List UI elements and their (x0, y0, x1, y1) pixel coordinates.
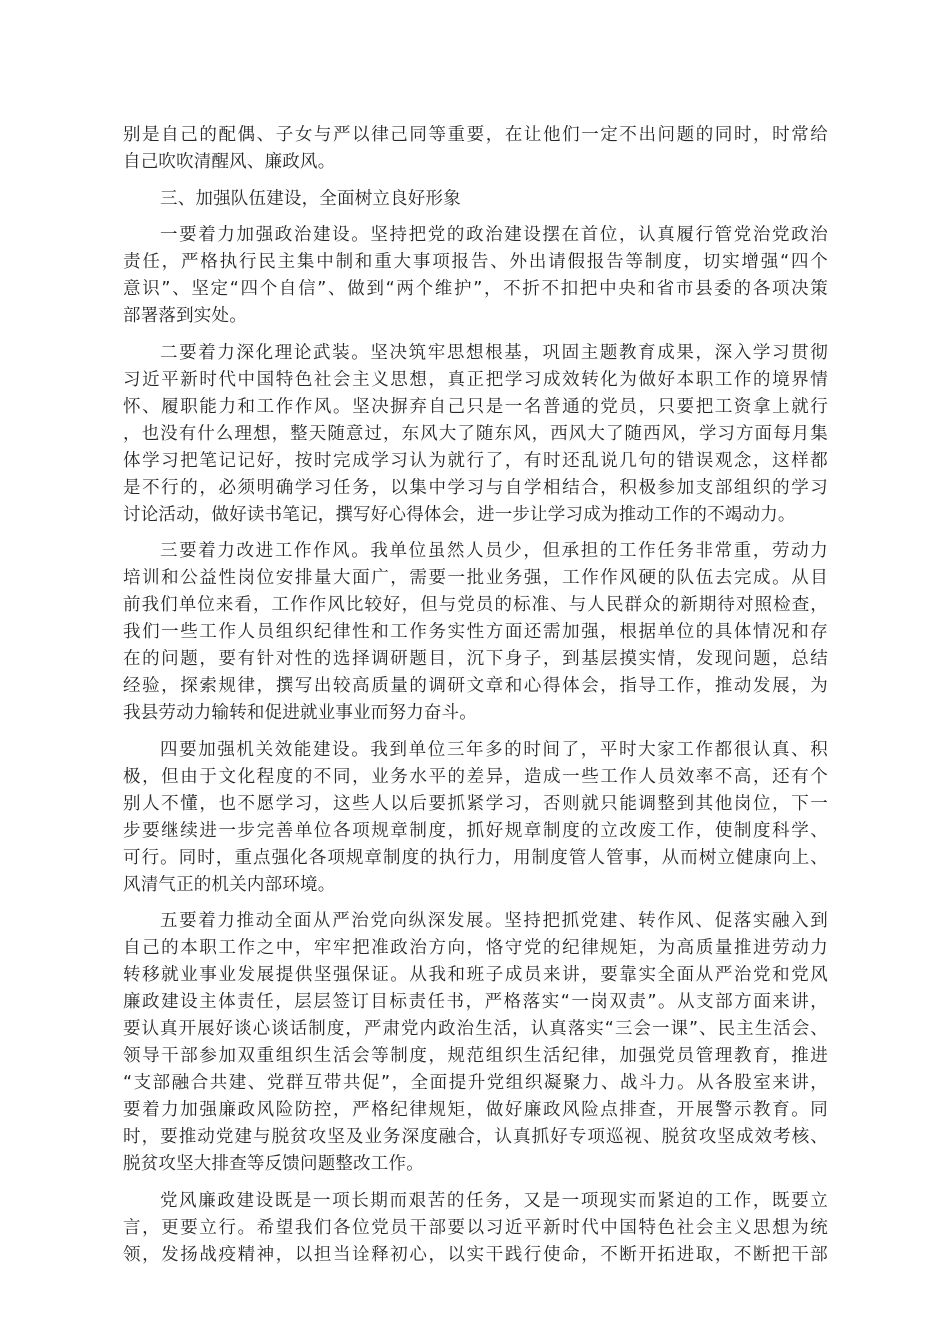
text-line: 步要继续进一步完善单位各项规章制度，抓好规章制度的立改废工作，使制度科学、 (123, 820, 828, 841)
text-line: 转移就业事业发展提供坚强保证。从我和班子成员来讲，要靠实全面从严治党和党风 (123, 965, 828, 985)
text-line: 廉政建设主体责任，层层签订目标责任书，严格落实“一岗双责”。从支部方面来讲， (123, 992, 828, 1012)
paragraph-political-building (123, 222, 950, 330)
text-line: 极，但由于文化程度的不同，业务水平的差异，造成一些工作人员效率不高，还有个 (123, 766, 828, 787)
text-line: 领导干部参加双重组织生活会等制度，规范组织生活纪律，加强党员管理教育，推进 (123, 1046, 828, 1066)
text-line: 自己吹吹清醒风、廉政风。 (123, 152, 336, 172)
paragraph-1 (123, 122, 950, 176)
text-line: 风清气正的机关内部环境。 (123, 874, 336, 895)
text-line: 言，更要立行。希望我们各位党员干部要以习近平新时代中国特色社会主义思想为统 (123, 1217, 828, 1238)
text-line: 经验，探索规律，撰写出较高质量的调研文章和心得体会，指导工作，推动发展，为 (123, 676, 828, 696)
text-line: 责任，严格执行民主集中制和重大事项报告、外出请假报告等制度，切实增强“四个 (123, 252, 828, 272)
text-line: 部署落到实处。 (123, 306, 247, 326)
text-line: 可行。同时，重点强化各项规章制度的执行力，用制度管人管事，从而树立健康向上、 (123, 847, 828, 868)
text-line: 脱贫攻坚大排查等反馈问题整改工作。 (123, 1154, 424, 1174)
text-line: 培训和公益性岗位安排量大面广，需要一批业务强，工作作风硬的队伍去完成。从目 (123, 568, 828, 588)
text-line: 党风廉政建设既是一项长期而艰苦的任务，又是一项现实而紧迫的工作，既要立 (160, 1190, 828, 1211)
paragraph-closing (123, 1188, 950, 1269)
paragraph-theory-study (123, 340, 950, 529)
text-line: 领，发扬战疫精神，以担当诠释初心，以实干践行使命，不断开拓进取，不断把干部 (123, 1244, 828, 1265)
text-line: 习近平新时代中国特色社会主义思想，真正把学习成效转化为做好本职工作的境界情 (123, 369, 828, 390)
text-line: 是不行的，必须明确学习任务，以集中学习与自学相结合，积极参加支部组织的学习 (123, 477, 828, 498)
text-line: 自己的本职工作之中，牢牢把准政治方向，恪守党的纪律规矩，为高质量推进劳动力 (123, 938, 828, 958)
text-line: 四要加强机关效能建设。我到单位三年多的时间了，平时大家工作都很认真、积 (160, 739, 828, 760)
text-line: 怀、履职能力和工作作风。坚决摒弃自己只是一名普通的党员，只要把工资拿上就行 (123, 396, 828, 417)
text-line: 前我们单位来看，工作作风比较好，但与党员的标准、与人民群众的新期待对照检查， (123, 595, 828, 615)
text-line: ，也没有什么理想，整天随意过，东风大了随东风，西风大了随西风，学习方面每月集 (123, 423, 828, 444)
paragraph-efficiency (123, 737, 950, 899)
text-line: 讨论活动，做好读书笔记，撰写好心得体会，进一步让学习成为推动工作的不竭动力。 (123, 504, 796, 525)
text-line: 意识”、坚定“四个自信”、做到“两个维护”，不折不扣把中央和省市县委的各项决策 (123, 279, 828, 299)
paragraph-work-style (123, 538, 950, 727)
text-line: 二要着力深化理论武装。坚决筑牢思想根基，巩固主题教育成果，深入学习贯彻 (160, 342, 828, 363)
text-line: 我县劳动力输转和促进就业事业而努力奋斗。 (123, 703, 477, 723)
text-line: “支部融合共建、党群互带共促”，全面提升党组织凝聚力、战斗力。从各股室来讲， (123, 1073, 828, 1093)
paragraph-party-discipline (123, 908, 950, 1178)
section-heading-text: 三、加强队伍建设，全面树立良好形象 (160, 188, 461, 209)
text-line: 体学习把笔记记好，按时完成学习认为就行了，有时还乱说几句的错误观念，这样都 (123, 450, 828, 471)
text-line: 我们一些工作人员组织纪律性和工作务实性方面还需加强，根据单位的具体情况和存 (123, 622, 828, 642)
text-line: 五要着力推动全面从严治党向纵深发展。坚持把抓党建、转作风、促落实融入到 (160, 911, 828, 931)
text-line: 要认真开展好谈心谈话制度，严肃党内政治生活，认真落实“三会一课”、民主生活会、 (123, 1019, 828, 1039)
text-line: 要着力加强廉政风险防控，严格纪律规矩，做好廉政风险点排查，开展警示教育。同 (123, 1100, 828, 1120)
text-line: 在的问题，要有针对性的选择调研题目，沉下身子，到基层摸实情，发现问题，总结 (123, 649, 828, 669)
text-line: 三要着力改进工作作风。我单位虽然人员少，但承担的工作任务非常重，劳动力 (160, 541, 828, 561)
text-line: 别人不懂，也不愿学习，这些人以后要抓紧学习，否则就只能调整到其他岗位，下一 (123, 793, 828, 814)
text-line: 一要着力加强政治建设。坚持把党的政治建设摆在首位，认真履行管党治党政治 (160, 225, 828, 245)
text-line: 别是自己的配偶、子女与严以律己同等重要，在让他们一定不出问题的同时，时常给 (123, 125, 828, 145)
section-heading (123, 186, 950, 213)
text-line: 时，要推动党建与脱贫攻坚及业务深度融合，认真抓好专项巡视、脱贫攻坚成效考核、 (123, 1127, 828, 1147)
